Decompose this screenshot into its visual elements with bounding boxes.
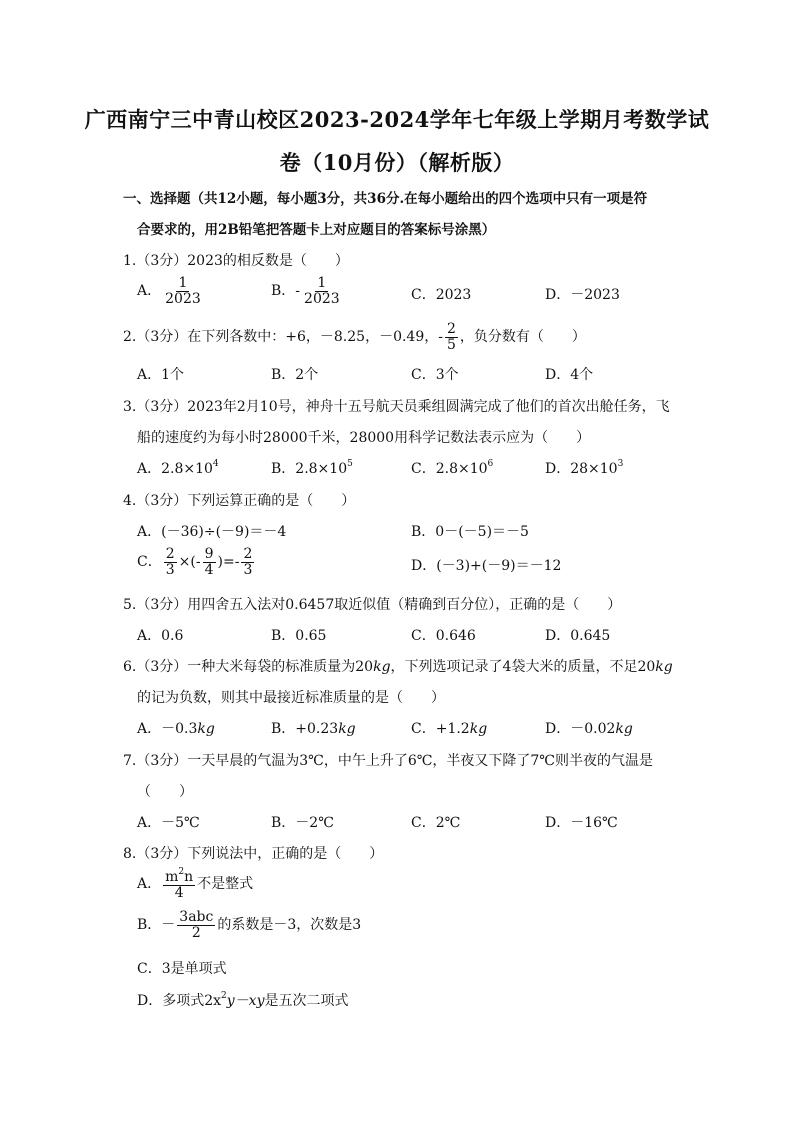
question-1-option-d[interactable]: D．－2023: [545, 287, 620, 303]
fraction: [203, 547, 216, 577]
fraction: [163, 276, 203, 306]
variable: m: [165, 869, 179, 885]
exponent: 4: [212, 459, 219, 469]
option-text: 不是整式: [197, 876, 254, 893]
option-text: 的系数是－3，次数是3: [217, 917, 362, 934]
fraction: [163, 868, 195, 900]
unit: kg: [197, 721, 215, 737]
exponent: 3: [617, 459, 624, 469]
fraction: [164, 547, 177, 577]
question-6-option-d[interactable]: [545, 718, 633, 738]
denominator: 3: [243, 561, 253, 578]
fraction: [445, 322, 458, 352]
option-text: D．－0.02: [545, 721, 616, 737]
option-label: B．-: [271, 283, 301, 300]
minus-sign: -: [438, 329, 443, 346]
exponent: 2: [221, 991, 227, 1001]
unit: kg: [655, 659, 673, 675]
question-7-option-b[interactable]: B．－2℃: [271, 815, 334, 831]
question-6-stem-cont: 的记为负数，则其中最接近标准质量的是（ ）: [137, 690, 445, 706]
numerator: [163, 868, 195, 886]
option-label: C．: [137, 554, 162, 571]
question-3-stem: 3.（3分）2023年2月10号，神舟十五号航天员乘组圆满完成了他们的首次出舱任务，飞: [123, 399, 670, 415]
option-text: C．2.8×10: [411, 461, 488, 477]
question-3-stem-cont: 船的速度约为每小时28000千米，28000用科学记数法表示应为（ ）: [137, 430, 591, 446]
stem-text: ，负分数有（ ）: [459, 329, 586, 346]
question-6-stem: [123, 656, 673, 676]
page-title: 广西南宁三中青山校区2023-2024学年七年级上学期月考数学试: [84, 107, 710, 132]
option-text: C．+1.2: [411, 721, 470, 737]
exponent: 5: [347, 459, 353, 469]
question-5-option-c[interactable]: C．0.646: [411, 628, 476, 644]
question-6-option-b[interactable]: [271, 718, 356, 738]
fraction: [241, 547, 254, 577]
section-heading: 一、选择题（共12小题，每小题3分，共36分.在每小题给出的四个选项中只有一项是符: [123, 191, 648, 207]
page-subtitle: 卷（10月份）（解析版）: [279, 150, 515, 175]
question-5-option-b[interactable]: B．0.65: [271, 628, 327, 644]
option-text: D．28×10: [545, 461, 618, 477]
fraction: [302, 276, 342, 306]
option-text: 是五次二项式: [264, 993, 349, 1009]
option-text: A．－0.3: [137, 721, 198, 737]
option-label: A．: [137, 283, 162, 300]
option-text: A．2.8×10: [137, 461, 213, 477]
question-7-option-d[interactable]: D．－16℃: [545, 815, 618, 831]
section-heading-cont: 合要求的，用2B铅笔把答题卡上对应题目的答案标号涂黑）: [137, 222, 496, 238]
option-label: A．: [137, 876, 162, 893]
variable: n: [184, 869, 194, 885]
exponent: 2: [178, 867, 185, 877]
denominator: 4: [174, 884, 184, 901]
denominator: 2: [191, 924, 201, 941]
denominator: 2023: [165, 290, 201, 307]
numerator: 9: [204, 546, 214, 562]
denominator: 3: [165, 561, 175, 578]
question-7-option-a[interactable]: A．－5℃: [137, 815, 200, 831]
denominator: 4: [204, 561, 214, 578]
numerator: 2: [243, 546, 253, 562]
stem-text: 2.（3分）在下列各数中：+6，－8.25，－0.49，: [123, 329, 439, 346]
option-text: B．2.8×10: [271, 461, 348, 477]
question-7-stem: 7.（3分）一天早晨的气温为3℃，中午上升了6℃，半夜又下降了7℃则半夜的气温是: [123, 753, 653, 769]
question-3-option-c[interactable]: [411, 458, 493, 478]
question-4-option-d[interactable]: D．(－3)+(－9)＝－12: [411, 558, 562, 574]
question-1-option-a[interactable]: [137, 276, 205, 306]
stem-text: ，下列选项记录了4袋大米的质量，不足20: [390, 659, 656, 675]
question-8-option-c[interactable]: C．3是单项式: [137, 961, 227, 977]
question-5-stem: 5.（3分）用四舍五入法对0.6457取近似值（精确到百分位），正确的是（ ）: [123, 597, 622, 613]
question-4-option-b[interactable]: B．0－(－5)＝－5: [411, 524, 529, 540]
question-4-option-c[interactable]: [137, 547, 256, 577]
question-8-option-b[interactable]: [137, 910, 361, 940]
question-2-stem: [123, 322, 586, 352]
question-3-option-b[interactable]: [271, 458, 353, 478]
numerator: 1: [178, 275, 188, 291]
question-8-option-a[interactable]: [137, 868, 253, 900]
question-6-option-a[interactable]: [137, 718, 215, 738]
denominator: 2023: [304, 290, 340, 307]
option-text: D．多项式2x: [137, 993, 222, 1009]
question-5-option-d[interactable]: D．0.645: [545, 628, 611, 644]
question-2-option-c[interactable]: C．3个: [411, 367, 459, 383]
question-1-option-b[interactable]: [271, 276, 344, 306]
numerator: 2: [446, 321, 456, 337]
operator: )=-: [217, 554, 240, 571]
option-text: B．+0.23: [271, 721, 339, 737]
unit: kg: [373, 659, 391, 675]
numerator: 3abc: [179, 909, 214, 925]
question-8-option-d[interactable]: [137, 990, 348, 1010]
unit: kg: [615, 721, 633, 737]
question-7-option-c[interactable]: C．2℃: [411, 815, 461, 831]
question-4-option-a[interactable]: A．(－36)÷(－9)＝－4: [137, 524, 287, 540]
question-4-stem: 4.（3分）下列运算正确的是（ ）: [123, 493, 356, 509]
operator: ×(-: [178, 554, 201, 571]
question-3-option-d[interactable]: [545, 458, 623, 478]
question-2-option-a[interactable]: A．1个: [137, 367, 185, 383]
question-7-stem-cont: （ ）: [137, 784, 193, 800]
denominator: 5: [446, 336, 456, 353]
question-2-option-b[interactable]: B．2个: [271, 367, 319, 383]
option-label: B．－: [137, 917, 176, 934]
question-6-option-c[interactable]: [411, 718, 487, 738]
question-2-option-d[interactable]: D．4个: [545, 367, 594, 383]
question-1-option-c[interactable]: C．2023: [411, 287, 472, 303]
exponent: 6: [487, 459, 494, 469]
stem-text: 6.（3分）一种大米每袋的标准质量为20: [123, 659, 374, 675]
question-1-stem: 1.（3分）2023的相反数是（ ）: [123, 253, 349, 269]
numerator: 2: [165, 546, 175, 562]
numerator: 1: [317, 275, 327, 291]
question-3-option-a[interactable]: [137, 458, 219, 478]
question-5-option-a[interactable]: A．0.6: [137, 628, 184, 644]
unit: kg: [338, 721, 356, 737]
fraction: [177, 910, 215, 940]
expression: y－xy: [226, 993, 265, 1009]
unit: kg: [469, 721, 488, 737]
question-8-stem: 8.（3分）下列说法中，正确的是（ ）: [123, 846, 384, 862]
